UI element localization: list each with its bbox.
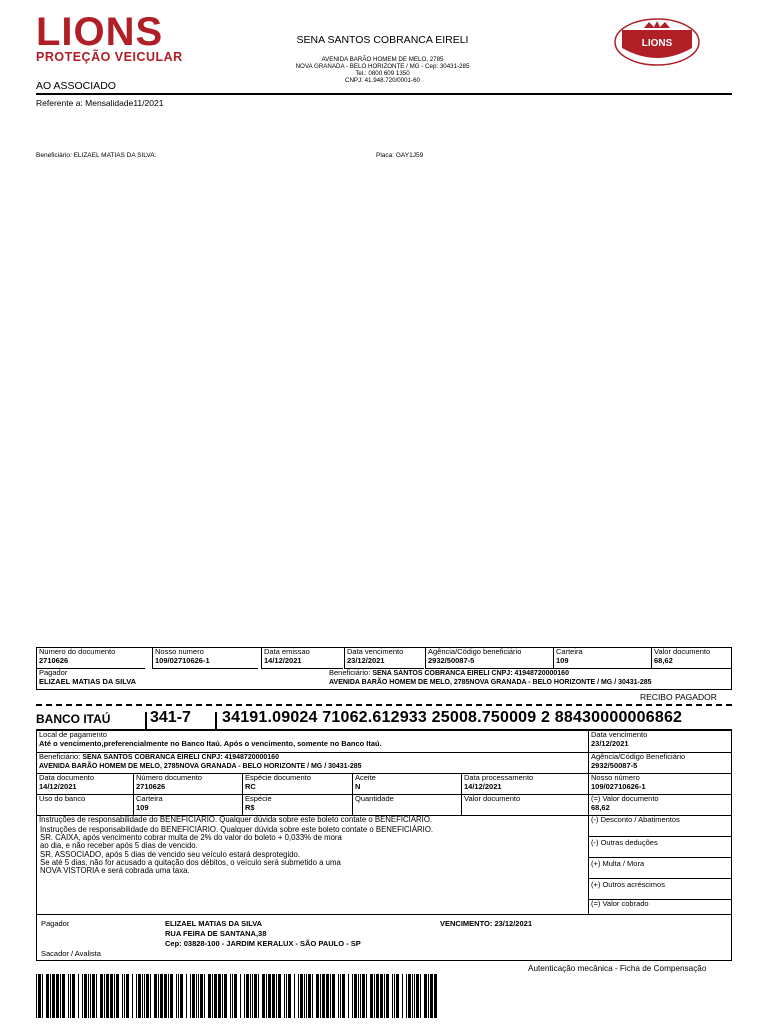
barcode-bar xyxy=(52,974,55,1018)
slip-beneficiary: Beneficiário: SENA SANTOS COBRANCA EIRELI CNPJ: 41948720000160 AVENIDA BARÃO HOMEM DE MELO, 2785NOVA GRANADA - BELO HORIZONTE / MG / 30431-285 xyxy=(37,753,589,774)
barcode-bar xyxy=(218,974,221,1018)
badge-text: LIONS xyxy=(641,38,673,49)
barcode-bar xyxy=(352,974,353,1018)
barcode-bar xyxy=(136,974,137,1018)
payer-label: Pagador xyxy=(41,919,70,928)
receipt-label: RECIBO PAGADOR xyxy=(640,692,717,702)
barcode-bar xyxy=(144,974,145,1018)
barcode-bar xyxy=(126,974,129,1018)
barcode-bar xyxy=(354,974,357,1018)
barcode-bar xyxy=(408,974,411,1018)
slip-due-date: Data vencimento 23/12/2021 xyxy=(589,731,731,753)
barcode-bar xyxy=(154,974,157,1018)
barcode-bar xyxy=(268,974,271,1018)
barcode-bar xyxy=(288,974,291,1018)
header-divider xyxy=(36,93,732,95)
barcode-bar xyxy=(338,974,339,1018)
barcode-bar xyxy=(50,974,51,1018)
barcode-bar xyxy=(250,974,251,1018)
payment-slip xyxy=(36,729,732,915)
barcode-bar xyxy=(246,974,249,1018)
discount-field: (-) Desconto / Abatimentos xyxy=(589,816,731,837)
barcode-bar xyxy=(60,974,61,1018)
barcode-bar xyxy=(122,974,123,1018)
slip-doc-date: Data documento 14/12/2021 xyxy=(37,774,134,795)
bank-separator xyxy=(145,712,147,730)
payer-cep: Cep: 03828-100 - JARDIM KERALUX - SÃO PAULO - SP xyxy=(165,939,361,948)
receipt-agency-code: Agência/Código beneficiário 2932/50087-5 xyxy=(425,648,553,669)
lions-badge-logo xyxy=(614,18,700,66)
logo-subtitle: PROTEÇÃO VEICULAR xyxy=(36,50,183,64)
plate-line: Placa: GAY1J59 xyxy=(376,152,424,159)
barcode-bar xyxy=(78,974,79,1018)
other-additions-field: (+) Outros acréscimos xyxy=(589,879,731,900)
address-line: NOVA GRANADA - BELO HORIZONTE / MG - Cep: 30431-285 xyxy=(295,63,470,70)
charged-value-field: (=) Valor cobrado xyxy=(591,900,649,908)
barcode-bar xyxy=(180,974,183,1018)
barcode-bar xyxy=(366,974,367,1018)
barcode-bar xyxy=(360,974,361,1018)
barcode-bar xyxy=(358,974,359,1018)
barcode-bar xyxy=(278,974,281,1018)
barcode-bar xyxy=(196,974,197,1018)
barcode-bar xyxy=(332,974,335,1018)
barcode-bar xyxy=(362,974,365,1018)
barcode-bar xyxy=(312,974,313,1018)
barcode-bar xyxy=(406,974,407,1018)
cut-line xyxy=(36,704,732,706)
barcode-bar xyxy=(96,974,97,1018)
receipt-beneficiary: Beneficiário: SENA SANTOS COBRANCA EIRELI CNPJ: 41948720000160 AVENIDA BARÃO HOMEM DE MELO, 2785NOVA GRANADA - BELO HORIZONTE / MG / 30431-285 xyxy=(329,669,652,686)
beneficiary-line: Beneficiário: ELIZAEL MATIAS DA SILVA: xyxy=(36,152,157,159)
barcode-bar xyxy=(92,974,95,1018)
barcode-bar xyxy=(376,974,379,1018)
barcode-bar xyxy=(420,974,421,1018)
barcode-bar xyxy=(70,974,71,1018)
barcode-bar xyxy=(178,974,179,1018)
barcode-bar xyxy=(402,974,403,1018)
barcode-bar xyxy=(394,974,395,1018)
barcode-bar xyxy=(36,974,37,1018)
slip-processing-date: Data processamento 14/12/2021 xyxy=(462,774,589,795)
barcode-bar xyxy=(380,974,383,1018)
barcode-bar xyxy=(222,974,223,1018)
barcode-bar xyxy=(322,974,325,1018)
payment-location: Local de pagamento Até o vencimento,preferencialmente no Banco Itaú. Após o vencimento, somente no Banco Itaú. xyxy=(37,731,589,753)
barcode-bar xyxy=(212,974,213,1018)
barcode-bar xyxy=(286,974,287,1018)
slip-bank-use: Uso do banco xyxy=(37,795,134,816)
barcode-bar xyxy=(146,974,149,1018)
barcode xyxy=(36,974,438,1018)
barcode-bar xyxy=(56,974,59,1018)
barcode-bar xyxy=(348,974,349,1018)
mechanical-auth-label: Autenticação mecânica - Ficha de Compensação xyxy=(528,964,707,973)
barcode-bar xyxy=(306,974,307,1018)
barcode-bar xyxy=(326,974,329,1018)
slip-wallet: Carteira 109 xyxy=(134,795,243,816)
receipt-doc-number: Numero do documento 2710626 xyxy=(37,648,145,669)
barcode-bar xyxy=(414,974,415,1018)
receipt-bottom-line xyxy=(36,689,732,690)
slip-doc-value: (=) Valor documento 68,62 xyxy=(589,795,731,816)
barcode-bar xyxy=(150,974,151,1018)
payer-street: RUA FEIRA DE SANTANA,38 xyxy=(165,929,267,938)
bank-code: 341-7 xyxy=(150,709,191,726)
recipient-label: AO ASSOCIADO xyxy=(36,80,116,92)
slip-currency: Espécie R$ xyxy=(243,795,353,816)
instructions-text: Instruções de responsabilidade do BENEFICIÁRIO. Qualquer dúvida sobre este boleto contate o BENEFICIÁRIO. SR. CAIXA, após vencimento cobrar multa de 2% do valor do boleto + 0,033% de mora ao dia, e não receber após 5 dias de vencido. SR. ASSOCIADO, após 5 dias de vencido seu veículo estará desprotegido. Se até 5 dias, não for acusado a quitação dos débitos, o veículo será submetido a uma NOVA VISTORIA e será cobrada uma taxa. xyxy=(40,825,434,876)
other-deductions-field: (-) Outras deduções xyxy=(589,837,731,858)
slip-doc-number: Número documento 2710626 xyxy=(134,774,243,795)
barcode-bar xyxy=(272,974,275,1018)
logo-wordmark: LIONS xyxy=(36,10,164,54)
barcode-bar xyxy=(316,974,319,1018)
barcode-bar xyxy=(386,974,389,1018)
barcode-bar xyxy=(396,974,399,1018)
barcode-bar xyxy=(68,974,69,1018)
payer-due-date: VENCIMENTO: 23/12/2021 xyxy=(440,919,532,928)
reference-text: Referente a: Mensalidade11/2021 xyxy=(36,98,164,108)
barcode-bar xyxy=(300,974,303,1018)
barcode-bar xyxy=(416,974,419,1018)
barcode-bar xyxy=(230,974,231,1018)
barcode-bar xyxy=(88,974,89,1018)
barcode-bar xyxy=(262,974,265,1018)
payer-block xyxy=(36,915,732,961)
barcode-bar xyxy=(430,974,433,1018)
barcode-bar xyxy=(84,974,87,1018)
barcode-bar xyxy=(428,974,429,1018)
address-line: Tel.: 0800 609 1350 xyxy=(355,70,410,77)
slip-quantity: Quantidade xyxy=(353,795,462,816)
barcode-bar xyxy=(370,974,373,1018)
barcode-bar xyxy=(124,974,125,1018)
barcode-bar xyxy=(294,974,295,1018)
barcode-bar xyxy=(252,974,253,1018)
barcode-bar xyxy=(62,974,65,1018)
barcode-bar xyxy=(116,974,119,1018)
receipt-wallet: Carteira 109 xyxy=(553,648,652,669)
barcode-bar xyxy=(214,974,217,1018)
fine-field: (+) Multa / Mora xyxy=(589,858,731,879)
barcode-bar xyxy=(104,974,105,1018)
barcode-bar xyxy=(142,974,143,1018)
barcode-bar xyxy=(240,974,241,1018)
company-address xyxy=(250,56,515,84)
barcode-bar xyxy=(208,974,211,1018)
receipt-table xyxy=(36,647,732,689)
barcode-bar xyxy=(266,974,267,1018)
receipt-our-number: Nosso numero 109/02710626-1 xyxy=(152,648,258,669)
receipt-doc-value: Valor documento 68,62 xyxy=(651,648,731,669)
company-name: SENA SANTOS COBRANCA EIRELI xyxy=(296,34,469,46)
barcode-bar xyxy=(168,974,169,1018)
bank-separator xyxy=(215,712,217,730)
barcode-bar xyxy=(392,974,393,1018)
slip-acceptance: Aceite N xyxy=(353,774,462,795)
barcode-bar xyxy=(200,974,203,1018)
barcode-bar xyxy=(340,974,341,1018)
barcode-bar xyxy=(232,974,233,1018)
barcode-bar xyxy=(164,974,167,1018)
bank-name: BANCO ITAÚ xyxy=(36,712,111,726)
barcode-bar xyxy=(42,974,43,1018)
barcode-bar xyxy=(308,974,311,1018)
barcode-bar xyxy=(304,974,305,1018)
barcode-bar xyxy=(186,974,187,1018)
barcode-bar xyxy=(244,974,245,1018)
barcode-bar xyxy=(138,974,141,1018)
barcode-bar xyxy=(170,974,173,1018)
guarantor-label: Sacador / Avalista xyxy=(41,949,101,958)
barcode-bar xyxy=(114,974,115,1018)
barcode-bar xyxy=(176,974,177,1018)
slip-doc-value-cell: Valor documento xyxy=(462,795,589,816)
barcode-bar xyxy=(132,974,133,1018)
receipt-due-date: Data vencimento 23/12/2021 xyxy=(344,648,424,669)
barcode-bar xyxy=(90,974,91,1018)
barcode-bar xyxy=(384,974,385,1018)
barcode-bar xyxy=(330,974,331,1018)
barcode-bar xyxy=(106,974,109,1018)
barcode-bar xyxy=(190,974,191,1018)
barcode-bar xyxy=(38,974,41,1018)
barcode-bar xyxy=(234,974,237,1018)
barcode-bar xyxy=(276,974,277,1018)
barcode-bar xyxy=(204,974,205,1018)
barcode-bar xyxy=(254,974,257,1018)
barcode-bar xyxy=(192,974,195,1018)
barcode-bar xyxy=(342,974,345,1018)
barcode-bar xyxy=(100,974,103,1018)
barcode-bar xyxy=(46,974,49,1018)
slip-agency-code: Agência/Código Beneficiário 2932/50087-5 xyxy=(589,753,731,774)
barcode-bar xyxy=(284,974,285,1018)
barcode-bar xyxy=(224,974,227,1018)
payer-name: ELIZAEL MATIAS DA SILVA xyxy=(165,919,263,928)
receipt-issue-date: Data emissao 14/12/2021 xyxy=(261,648,343,669)
barcode-bar xyxy=(198,974,199,1018)
barcode-bar xyxy=(434,974,437,1018)
barcode-bar xyxy=(82,974,83,1018)
slip-our-number: Nosso número 109/02710626-1 xyxy=(589,774,731,795)
barcode-bar xyxy=(72,974,75,1018)
digitable-line: 34191.09024 71062.612933 25008.750009 2 88430000006862 xyxy=(222,709,683,726)
address-line: CNPJ: 41.948.720/0001-60 xyxy=(345,77,420,84)
barcode-bar xyxy=(298,974,299,1018)
barcode-bar xyxy=(160,974,163,1018)
barcode-bar xyxy=(424,974,427,1018)
barcode-bar xyxy=(412,974,413,1018)
barcode-bar xyxy=(110,974,113,1018)
address-line: AVENIDA BARÃO HOMEM DE MELO, 2785 xyxy=(321,56,444,63)
receipt-payer: Pagador ELIZAEL MATIAS DA SILVA xyxy=(39,669,137,686)
barcode-bar xyxy=(374,974,375,1018)
slip-doc-kind: Espécie documento RC xyxy=(243,774,353,795)
barcode-bar xyxy=(320,974,321,1018)
instructions-box: Instruções de responsabilidade do BENEFICIÁRIO. Qualquer dúvida sobre este boleto contate o BENEFICIÁRIO. xyxy=(37,816,589,915)
barcode-bar xyxy=(258,974,259,1018)
barcode-bar xyxy=(158,974,159,1018)
